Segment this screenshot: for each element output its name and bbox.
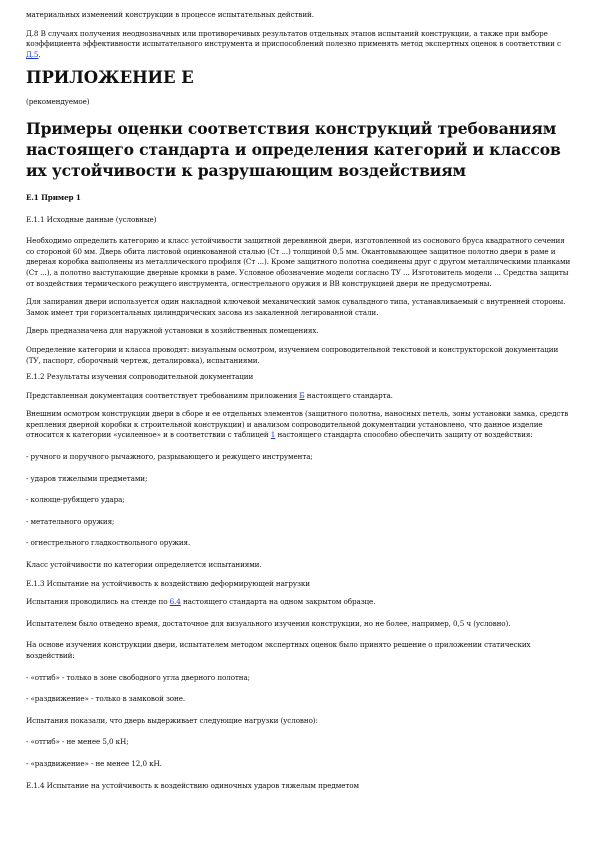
appendix-title: Примеры оценки соответствия конструкций требованиям настоящего стандарта и определения категорий и классов их устойчивости к разрушающим воздействиям	[26, 118, 561, 180]
paragraph-test-stand-text: Испытания проводились на стенде по	[26, 597, 170, 607]
paragraph-test-results: Испытания показали, что дверь выдерживает следующие нагрузки (условно):	[26, 715, 318, 725]
document-page	[26, 10, 572, 791]
paragraph-documentation	[26, 391, 572, 402]
link-table-1[interactable]: 1	[270, 430, 276, 440]
paragraph-expert-decision: На основе изучения конструкции двери, испытателем методом экспертных оценок было принято решение о приложении статических воздействий:	[26, 640, 531, 660]
paragraph-documentation-tail: настоящего стандарта.	[304, 390, 393, 400]
paragraph-test-time: Испытателем было отведено время, достаточное для визуального изучения конструкции, но не более, например, 0,5 ч (условно).	[26, 618, 511, 628]
section-e112-heading: Е.1.2 Результаты изучения сопроводительной документации	[26, 372, 254, 382]
appendix-heading: ПРИЛОЖЕНИЕ Е	[26, 68, 194, 88]
paragraph-d8	[26, 29, 572, 61]
paragraph-documentation-text: Представленная документация соответствует требованиям приложения	[26, 390, 300, 400]
link-section-6-4[interactable]: 6.4	[169, 597, 181, 607]
list-item: - «раздвижение» - только в замковой зоне.	[26, 694, 186, 704]
list-item: - колюще-рубящего удара;	[26, 495, 125, 505]
link-d5[interactable]: Д.5	[26, 49, 39, 59]
section-e114-heading: Е.1.4 Испытание на устойчивость к воздействию одиночных ударов тяжелым предметом	[26, 780, 359, 790]
list-item: - «отгиб» - только в зоне свободного угла дверного полотна;	[26, 672, 250, 682]
link-appendix-b[interactable]: Б	[299, 390, 305, 400]
paragraph-inspection-text: Внешним осмотром конструкции двери в сборе и ее отдельных элементов (защитного полотна, наносных петель, зоны установки замка, средств крепления дверной коробки к строительной конструкции) и анализом сопроводительной документации установлено, что данное изделие относится к категории «усиленное» и в соответствии с таблицей	[26, 409, 569, 440]
paragraph-door-purpose: Дверь предназначена для наружной установки в хозяйственных помещениях.	[26, 326, 319, 336]
paragraph-inspection	[26, 409, 572, 441]
list-item: - ударов тяжелыми предметами;	[26, 473, 148, 483]
paragraph-door-description: Необходимо определить категорию и класс устойчивости защитной деревянной двери, изготовленной из соснового бруса квадратного сечения со стороной 60 мм. Дверь обита листовой оцинкованной сталью (Ст ...) толщиной 0,5 мм. Окантовывающее защитное полотно двери в раме и дверная коробка выполнены из металлического профиля (Ст ...). Кроме защитного полотна соединены друг с другом металлическими планками (Ст ...), а полотно выступающие дверные кромки в раме. Условное обозначение модели согласно ТУ ... Изготовитель модели ... Средства защиты от воздействия термического режущего инструмента, огнестрельного оружия и ВВ конструкцией двери не предусмотрены.	[26, 236, 571, 288]
paragraph-inspection-tail: настоящего стандарта способно обеспечить защиту от воздействия:	[275, 430, 533, 440]
appendix-note: (рекомендуемое)	[26, 97, 90, 107]
paragraph-test-stand-tail: настоящего стандарта на одном закрытом образце.	[180, 597, 376, 607]
example-heading: Е.1 Пример 1	[26, 192, 81, 202]
list-item: - метательного оружия;	[26, 516, 115, 526]
section-e111-heading: Е.1.1 Исходные данные (условные)	[26, 214, 157, 224]
list-item: - «раздвижение» - не менее 12,0 кН.	[26, 758, 162, 768]
list-item: - ручного и поручного рычажного, разрывающего и режущего инструмента;	[26, 452, 313, 462]
list-item: - огнестрельного гладкоствольного оружия.	[26, 538, 191, 548]
list-item: - «отгиб» - не менее 5,0 кН;	[26, 737, 129, 747]
top-fragment-paragraph: материальных изменений конструкции в процессе испытательных действий.	[26, 10, 314, 19]
paragraph-d8-tail: .	[38, 49, 41, 59]
paragraph-class-determination: Класс устойчивости по категории определяется испытаниями.	[26, 560, 262, 570]
paragraph-lock-description: Для запирания двери используется один накладной ключевой механический замок сувальдного типа, устанавливаемый с внутренней стороны. Замок имеет три горизонтальных цилиндрических засова из закаленной легированной стали.	[26, 297, 566, 317]
section-e113-heading: Е.1.3 Испытание на устойчивость к воздействию деформирующей нагрузки	[26, 578, 310, 588]
paragraph-d8-text: Д.8 В случаях получения неоднозначных или противоречивых результатов отдельных этапов испытаний конструкции, а также при выборе коэффициента эффективности испытательного инструмента и приспособлений полезно применять метод экспертных оценок в соответствии с	[26, 28, 561, 49]
paragraph-test-stand	[26, 597, 572, 608]
paragraph-determination-method: Определение категории и класса проводят: визуальным осмотром, изучением сопроводительной текстовой и конструкторской документации (ТУ, паспорт, сборочный чертеж, деталировка), испытаниями.	[26, 344, 559, 365]
